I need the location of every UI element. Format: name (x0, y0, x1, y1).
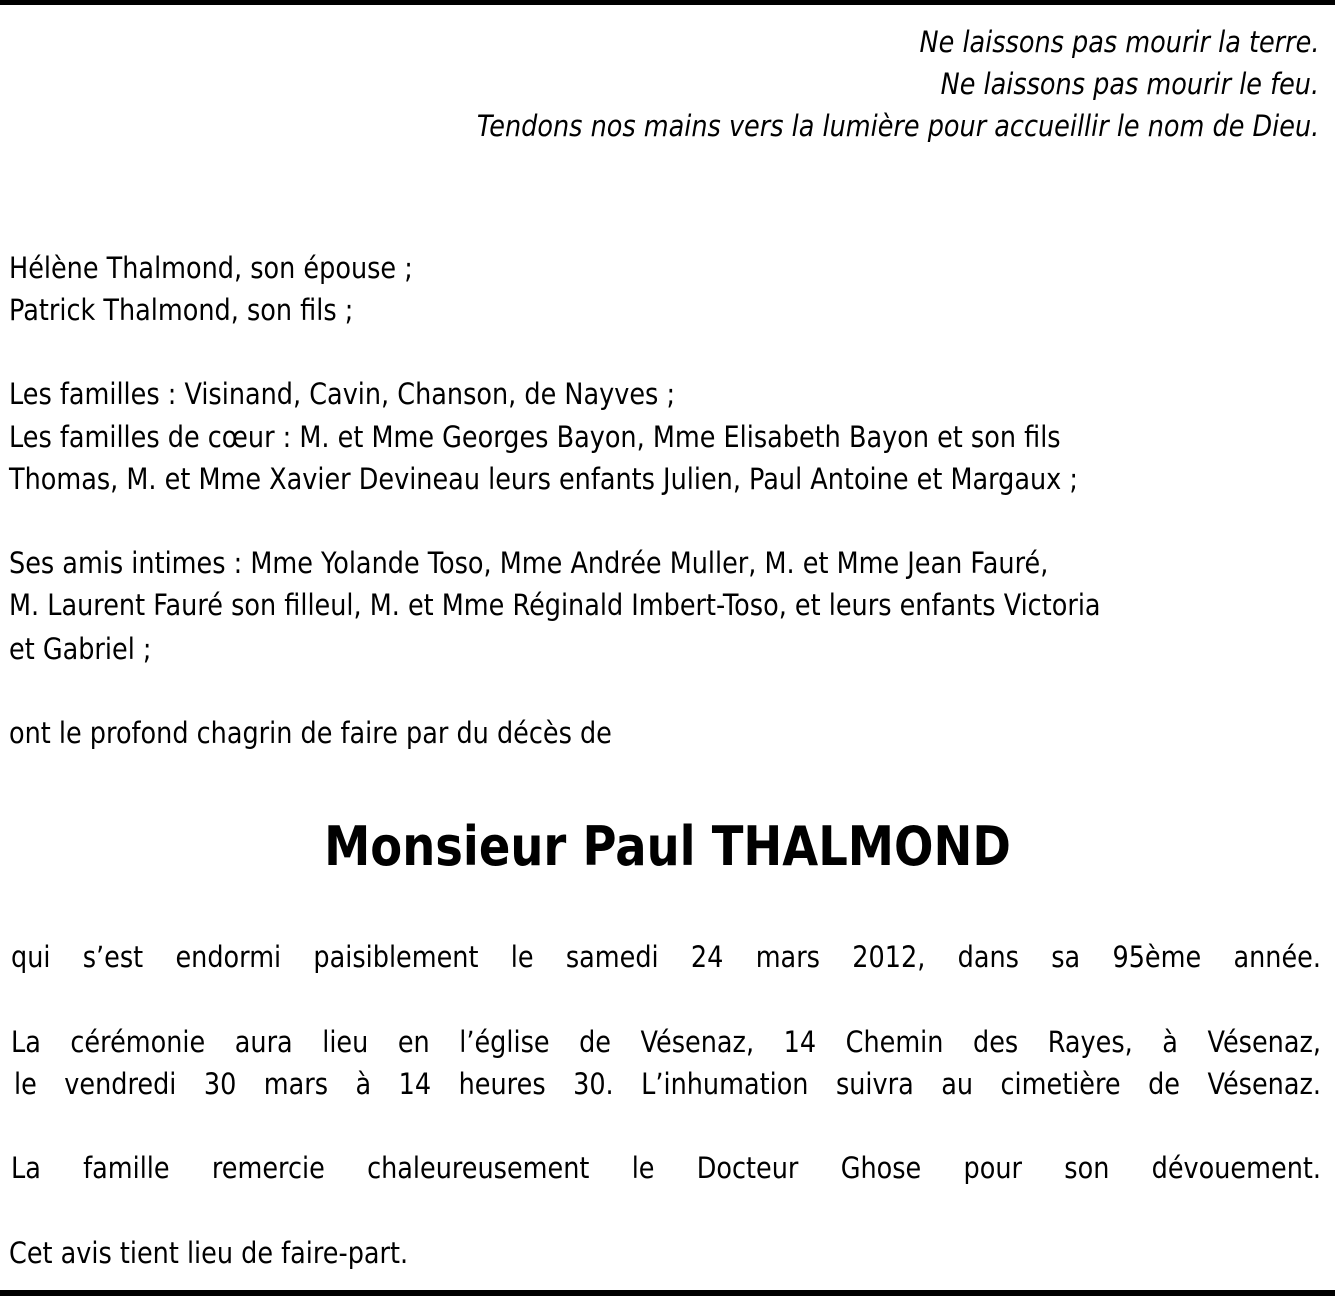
bottom-border-rule (0, 1290, 1335, 1296)
friends-line-3: et Gabriel ; (9, 632, 152, 666)
spouse-line: Hélène Thalmond, son épouse ; (9, 251, 413, 285)
closing-line: Cet avis tient lieu de faire-part. (9, 1236, 409, 1270)
passing-line: qui s’est endormi paisiblement le samedi 24 mars 2012, dans sa 95ème année. (11, 940, 1321, 974)
top-border-rule (0, 0, 1335, 5)
deceased-name-heading: Monsieur Paul THALMOND (324, 815, 1011, 878)
quote-line-2: Ne laissons pas mourir le feu. (940, 67, 1319, 101)
heart-families-line-2: Thomas, M. et Mme Xavier Devineau leurs enfants Julien, Paul Antoine et Margaux ; (9, 462, 1078, 496)
quote-line-1: Ne laissons pas mourir la terre. (919, 25, 1319, 59)
heart-families-line-1: Les familles de cœur : M. et Mme Georges Bayon, Mme Elisabeth Bayon et son fils (9, 420, 1061, 454)
ceremony-line-2: le vendredi 30 mars à 14 heures 30. L’inhumation suivra au cimetière de Vésenaz. (14, 1067, 1321, 1101)
announcement-line: ont le profond chagrin de faire par du décès de (9, 716, 612, 750)
families-line: Les familles : Visinand, Cavin, Chanson, de Nayves ; (9, 377, 676, 411)
son-line: Patrick Thalmond, son fils ; (9, 293, 354, 327)
thanks-line: La famille remercie chaleureusement le Docteur Ghose pour son dévouement. (11, 1151, 1321, 1185)
quote-line-3: Tendons nos mains vers la lumière pour accueillir le nom de Dieu. (476, 109, 1319, 143)
friends-line-2: M. Laurent Fauré son filleul, M. et Mme Réginald Imbert-Toso, et leurs enfants Victoria (9, 588, 1101, 622)
friends-line-1: Ses amis intimes : Mme Yolande Toso, Mme Andrée Muller, M. et Mme Jean Fauré, (9, 546, 1049, 580)
ceremony-line-1: La cérémonie aura lieu en l’église de Vésenaz, 14 Chemin des Rayes, à Vésenaz, (11, 1025, 1321, 1059)
